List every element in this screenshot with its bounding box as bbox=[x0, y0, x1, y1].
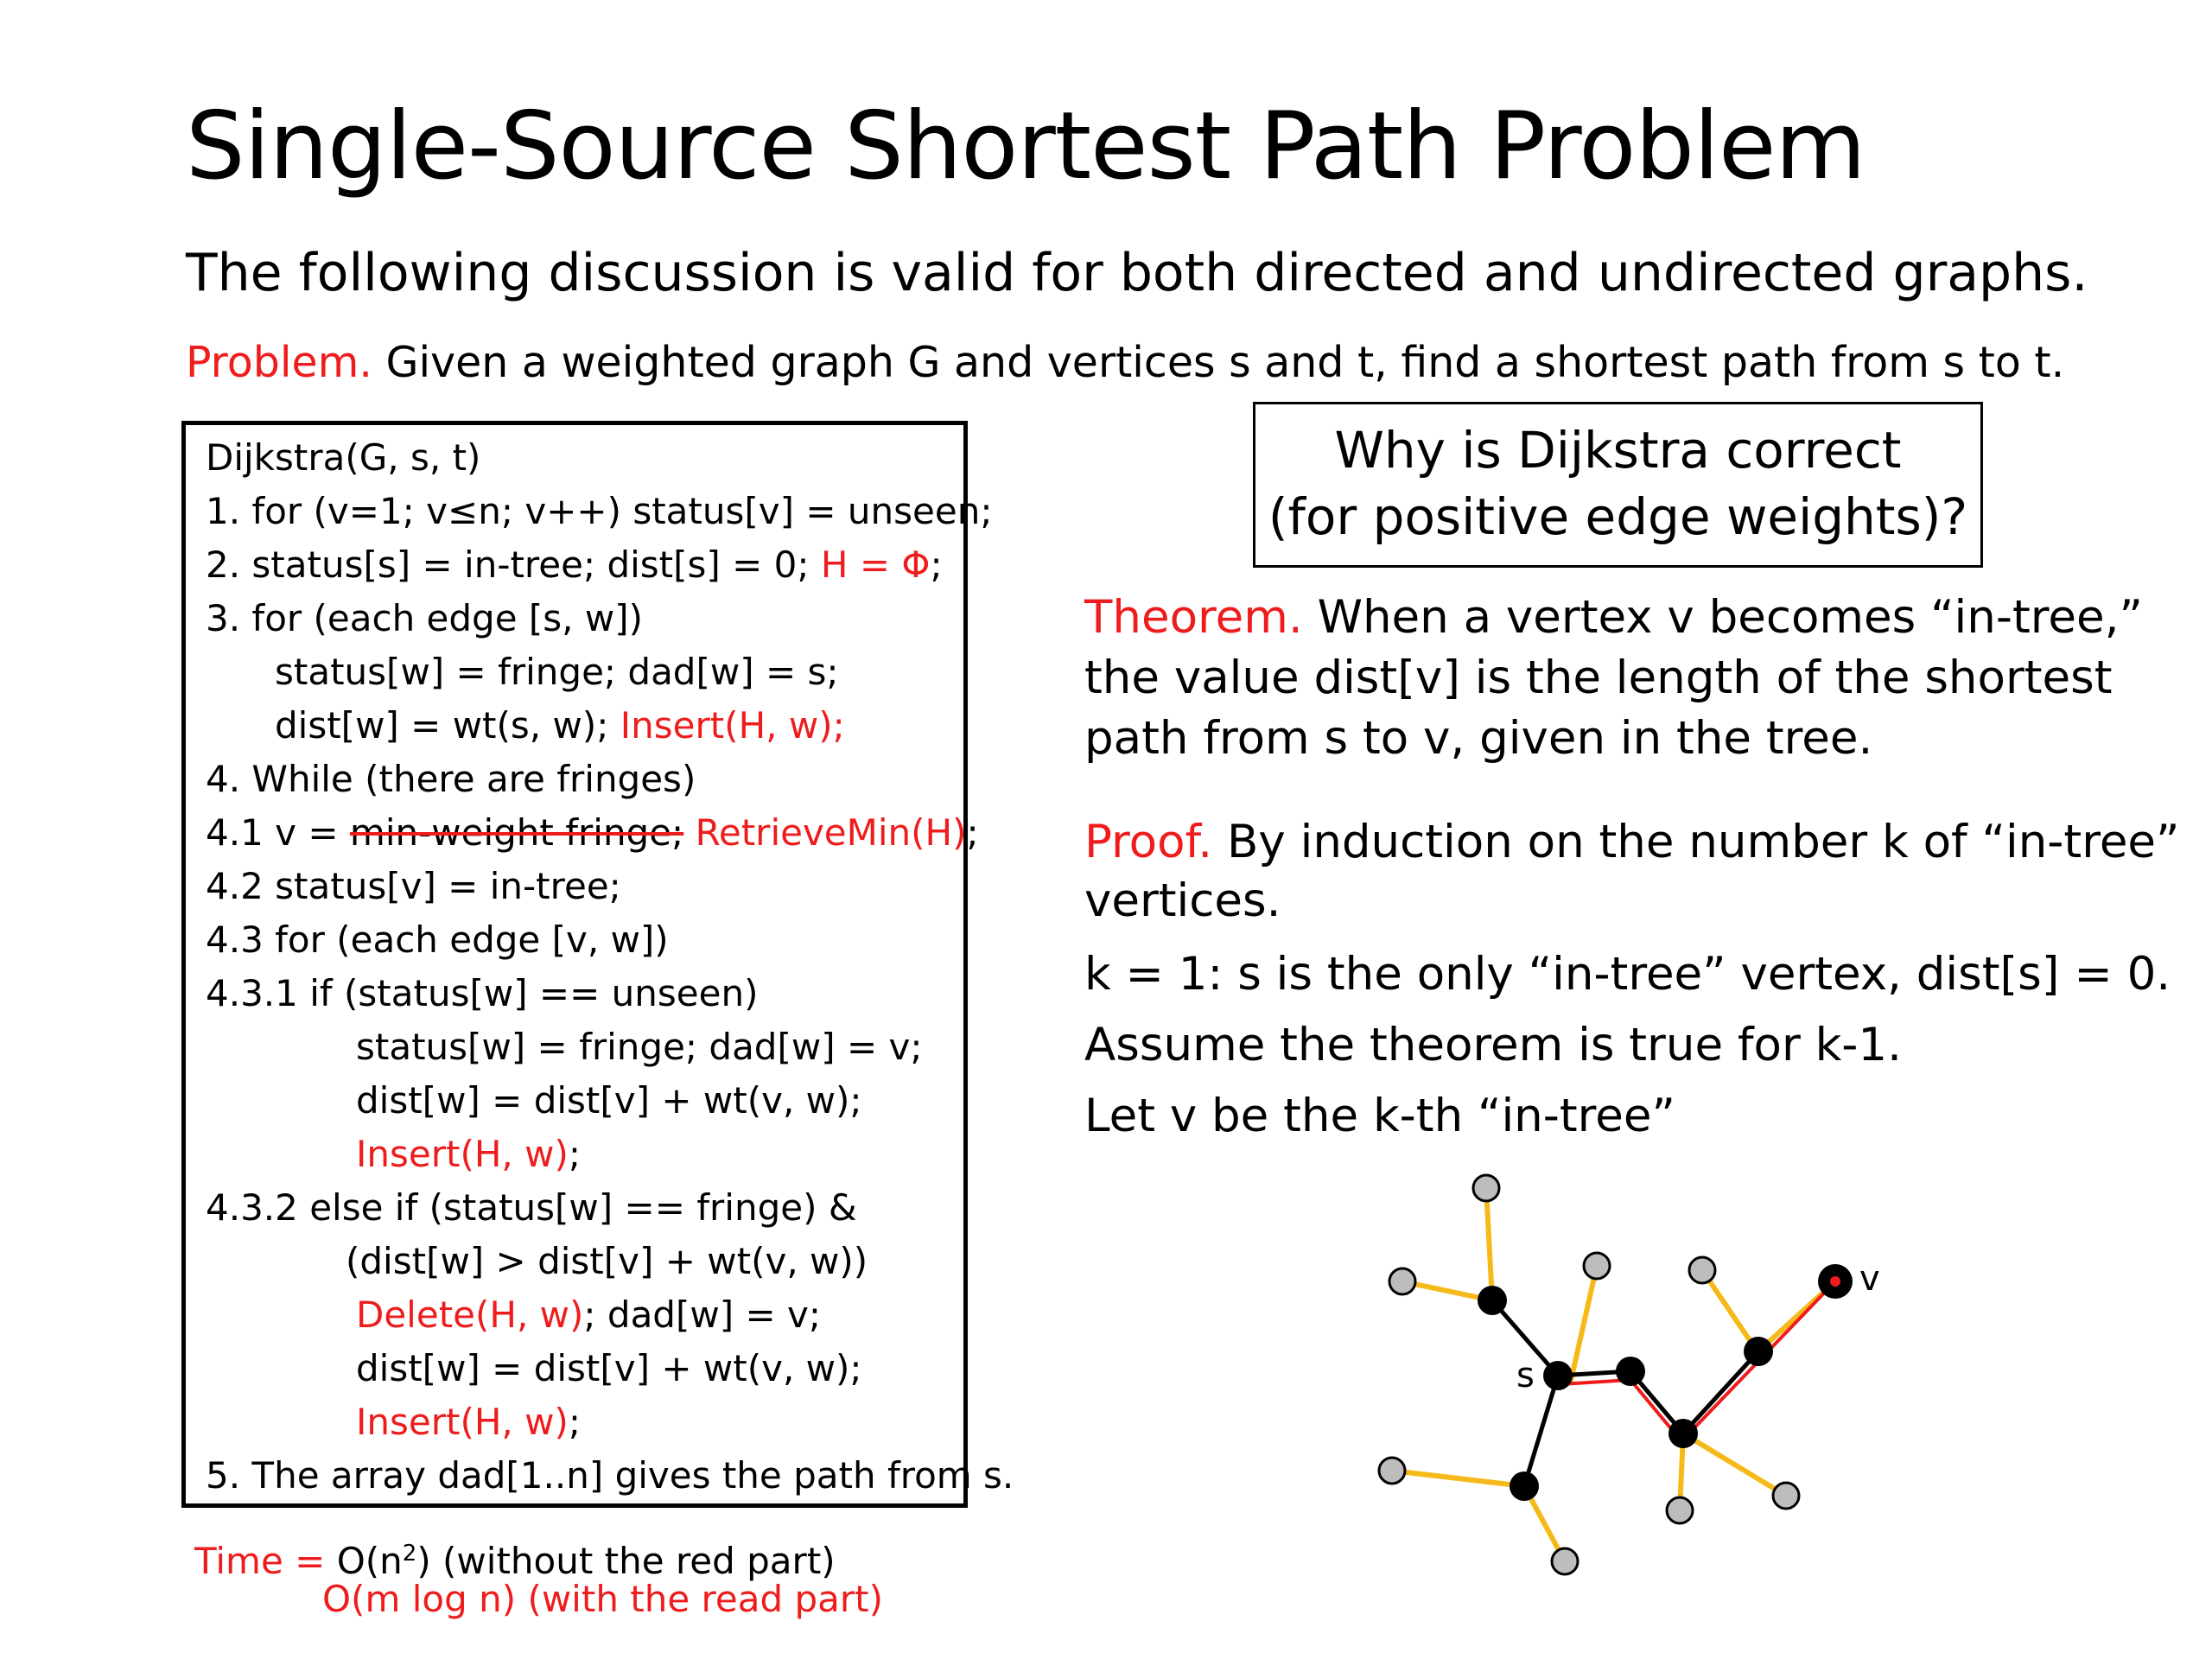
time-complexity-line-2: O(m log n) (with the read part) bbox=[322, 1578, 884, 1620]
fringe-edge bbox=[1392, 1471, 1524, 1486]
algo-line-1: 1. for (v=1; v≤n; v++) status[v] = unseen; bbox=[206, 490, 993, 532]
algo-line-4-1-end: ; bbox=[966, 811, 979, 854]
intree-node bbox=[1510, 1471, 1539, 1501]
node-v-center bbox=[1830, 1276, 1840, 1287]
shortest-path-tree-diagram bbox=[1313, 1149, 1918, 1599]
algo-line-4-3-2d-insert: Insert(H, w) bbox=[356, 1401, 569, 1443]
theorem-text-1: When a vertex v becomes “in-tree,” bbox=[1302, 591, 2143, 644]
algo-line-2-end: ; bbox=[930, 543, 943, 586]
fringe-node bbox=[1773, 1483, 1799, 1509]
time-value-1: O(n bbox=[336, 1540, 403, 1582]
intree-node bbox=[1744, 1337, 1773, 1366]
algo-line-4-3-2b-delete: Delete(H, w) bbox=[356, 1294, 584, 1336]
algo-line-4: 4. While (there are fringes) bbox=[206, 758, 696, 800]
tree-edge bbox=[1683, 1351, 1758, 1433]
proof-text-1: By induction on the number k of “in-tree” bbox=[1212, 816, 2180, 868]
problem-statement bbox=[186, 337, 2064, 389]
algo-line-2-text: 2. status[s] = in-tree; dist[s] = 0; bbox=[206, 543, 821, 586]
time-label: Time = bbox=[194, 1540, 337, 1582]
proof-line-4: Assume the theorem is true for k-1. bbox=[1084, 1019, 1903, 1071]
algo-line-3: 3. for (each edge [s, w]) bbox=[206, 597, 643, 639]
why-dijkstra-box bbox=[1253, 402, 1983, 568]
algo-line-3b bbox=[275, 704, 845, 747]
algo-line-4-3-2b bbox=[356, 1294, 821, 1337]
algo-line-4-3-1b: dist[w] = dist[v] + wt(v, w); bbox=[356, 1079, 862, 1122]
algo-line-4-3-2c: dist[w] = dist[v] + wt(v, w); bbox=[356, 1347, 862, 1389]
algo-line-4-3-1c-insert: Insert(H, w) bbox=[356, 1133, 569, 1175]
algo-line-4-1-text: 4.1 v = bbox=[206, 811, 350, 854]
algo-line-4-3-2d-end: ; bbox=[568, 1401, 582, 1443]
theorem-line-2: the value dist[v] is the length of the shortest bbox=[1084, 652, 2113, 704]
proof-line-1 bbox=[1084, 812, 2180, 873]
fringe-node bbox=[1379, 1458, 1405, 1484]
algo-line-2 bbox=[206, 543, 943, 587]
problem-text: Given a weighted graph G and vertices s and t, find a shortest path from s to t. bbox=[372, 338, 2065, 387]
why-line-1: Why is Dijkstra correct bbox=[1334, 421, 1902, 480]
algo-line-4-2: 4.2 status[v] = in-tree; bbox=[206, 865, 621, 907]
intree-node bbox=[1616, 1357, 1645, 1386]
algo-line-4-1 bbox=[206, 811, 979, 855]
intree-node bbox=[1478, 1286, 1507, 1315]
proof-line-3: k = 1: s is the only “in-tree” vertex, dist[s] = 0. bbox=[1084, 948, 2171, 1001]
fringe-edge bbox=[1683, 1433, 1786, 1496]
fringe-edge bbox=[1571, 1266, 1597, 1381]
algo-header: Dijkstra(G, s, t) bbox=[206, 436, 481, 479]
algo-line-4-3-1c-end: ; bbox=[568, 1133, 582, 1175]
fringe-node bbox=[1584, 1253, 1610, 1279]
problem-label: Problem. bbox=[186, 338, 372, 387]
theorem-line-3: path from s to v, given in the tree. bbox=[1084, 712, 1873, 765]
time-exponent: 2 bbox=[402, 1541, 417, 1567]
algo-line-4-3-2a: (dist[w] > dist[v] + wt(v, w)) bbox=[346, 1240, 868, 1282]
algo-line-4-3-2b-text: ; dad[w] = v; bbox=[583, 1294, 821, 1336]
intree-node bbox=[1669, 1419, 1698, 1448]
algo-line-4-3-1c bbox=[356, 1133, 581, 1176]
label-s: s bbox=[1516, 1356, 1535, 1395]
algo-line-3b-insert: Insert(H, w); bbox=[620, 704, 845, 747]
theorem-label: Theorem. bbox=[1084, 591, 1303, 644]
algo-line-5: 5. The array dad[1..n] gives the path from s. bbox=[206, 1454, 1014, 1497]
time-value-1-note: ) (without the red part) bbox=[416, 1540, 836, 1582]
algo-line-4-3-1: 4.3.1 if (status[w] == unseen) bbox=[206, 972, 759, 1014]
algo-line-4-3-1a: status[w] = fringe; dad[w] = v; bbox=[356, 1026, 923, 1068]
fringe-node bbox=[1689, 1257, 1715, 1283]
proof-line-2: vertices. bbox=[1084, 874, 1281, 927]
time-complexity-line-1 bbox=[194, 1531, 836, 1584]
fringe-node bbox=[1473, 1175, 1499, 1201]
intree-node-s bbox=[1543, 1361, 1573, 1390]
fringe-edge bbox=[1702, 1270, 1757, 1351]
algo-line-4-3-2: 4.3.2 else if (status[w] == fringe) & bbox=[206, 1186, 857, 1229]
algo-line-3a: status[w] = fringe; dad[w] = s; bbox=[275, 651, 839, 693]
fringe-node bbox=[1667, 1497, 1693, 1523]
label-v: v bbox=[1859, 1259, 1880, 1299]
algo-line-4-1-struck: min-weight fringe; bbox=[349, 811, 684, 854]
fringe-node bbox=[1389, 1268, 1415, 1294]
slide-title: Single-Source Shortest Path Problem bbox=[186, 92, 1866, 200]
algo-line-4-1-retrieve: RetrieveMin(H) bbox=[683, 811, 967, 854]
theorem-line-1 bbox=[1084, 588, 2143, 648]
algo-line-2-heap: H = Φ bbox=[820, 543, 931, 586]
proof-label: Proof. bbox=[1084, 816, 1213, 868]
algo-line-3b-text: dist[w] = wt(s, w); bbox=[275, 704, 620, 747]
proof-line-5: Let v be the k-th “in-tree” bbox=[1084, 1090, 1675, 1142]
fringe-edge bbox=[1486, 1188, 1492, 1300]
why-line-2: (for positive edge weights)? bbox=[1268, 487, 1968, 546]
fringe-node bbox=[1552, 1548, 1578, 1574]
algo-line-4-3-2d bbox=[356, 1401, 581, 1444]
algo-line-4-3: 4.3 for (each edge [v, w]) bbox=[206, 918, 669, 961]
slide-subtitle: The following discussion is valid for both directed and undirected graphs. bbox=[186, 243, 2088, 303]
